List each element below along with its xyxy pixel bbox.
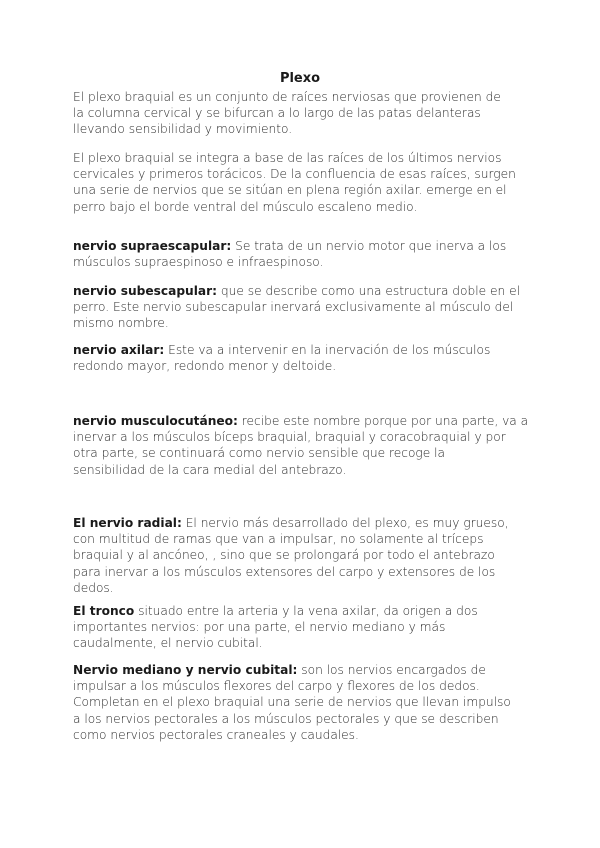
page-title: Plexo xyxy=(279,71,321,86)
term-label: nervio axilar: xyxy=(73,343,165,357)
text-line: importantes nervios: por una parte, el nervio mediano y más xyxy=(73,620,446,635)
text-line xyxy=(73,413,533,429)
text-line: como nervios pectorales craneales y caudales. xyxy=(73,727,359,742)
text-line xyxy=(73,283,533,299)
text-line: inervar a los músculos bíceps braquial, braquial y coracobraquial y por xyxy=(73,430,506,445)
text-line: a los nervios pectorales a los músculos pectorales y que se describen xyxy=(73,711,499,726)
text-line: braquial y al ancóneo, , sino que se prolongará por todo el antebrazo xyxy=(73,548,495,563)
text-line: perro bajo el borde ventral del músculo escaleno medio. xyxy=(73,199,418,214)
text-line: El plexo braquial es un conjunto de raíces nerviosas que provienen de xyxy=(73,90,501,104)
text-line: redondo mayor, redondo menor y deltoide. xyxy=(73,359,337,374)
text-line: Completan en el plexo braquial una serie de nervios que llevan impulso xyxy=(73,695,511,710)
text-line: una serie de nervios que se sitúan en plena región axilar. emerge en el xyxy=(73,183,507,198)
term-label: nervio musculocutáneo: xyxy=(73,414,238,428)
term-description: que se describe como una estructura doble en el xyxy=(217,284,520,298)
text-line: otra parte, se continuará como nervio sensible que recoge la xyxy=(73,446,445,461)
tronco-paragraph xyxy=(73,603,533,652)
intro-paragraph xyxy=(73,89,533,138)
musculocutaneo-paragraph xyxy=(73,413,533,478)
text-line xyxy=(73,515,533,531)
text-line xyxy=(73,342,533,358)
mediano-cubital-paragraph xyxy=(73,662,533,743)
axilar-paragraph xyxy=(73,342,533,374)
text-line: cervicales y primeros torácicos. De la confluencia de esas raíces, surgen xyxy=(73,167,516,182)
term-label: El tronco xyxy=(73,604,135,618)
text-line: dedos. xyxy=(73,580,114,595)
term-label: nervio subescapular: xyxy=(73,284,218,298)
term-description: recibe este nombre porque por una parte, va a xyxy=(237,414,529,428)
text-line: caudalmente, el nervio cubital. xyxy=(73,636,263,651)
radial-paragraph xyxy=(73,515,533,596)
term-label: Nervio mediano y nervio cubital: xyxy=(73,663,298,677)
text-line xyxy=(73,238,533,254)
text-line: músculos supraespinoso e infraespinoso. xyxy=(73,255,324,270)
text-line: con multitud de ramas que van a impulsar, no solamente al tríceps xyxy=(73,532,484,547)
term-description: Este va a intervenir en la inervación de los músculos xyxy=(164,343,491,357)
term-description: El nervio más desarrollado del plexo, es muy grueso, xyxy=(181,516,509,530)
text-line: perro. Este nervio subescapular inervará exclusivamente al músculo del xyxy=(73,300,514,315)
integration-paragraph xyxy=(73,150,533,215)
text-line xyxy=(73,603,533,619)
term-label: El nervio radial: xyxy=(73,516,182,530)
term-label: nervio supraescapular: xyxy=(73,239,232,253)
text-line: mismo nombre. xyxy=(73,316,169,331)
term-description: son los nervios encargados de xyxy=(297,663,486,677)
text-line: llevando sensibilidad y movimiento. xyxy=(73,122,293,137)
text-line: sensibilidad de la cara medial del antebrazo. xyxy=(73,462,347,477)
text-line xyxy=(73,662,533,678)
subescapular-paragraph xyxy=(73,283,533,332)
text-line: El plexo braquial se integra a base de las raíces de los últimos nervios xyxy=(73,151,502,165)
supraescapular-paragraph xyxy=(73,238,533,270)
text-line: la columna cervical y se bifurcan a lo largo de las patas delanteras xyxy=(73,106,481,121)
text-line: para inervar a los músculos extensores del carpo y extensores de los xyxy=(73,564,496,579)
term-description: situado entre la arteria y la vena axilar, da origen a dos xyxy=(134,604,478,618)
text-line: impulsar a los músculos flexores del carpo y flexores de los dedos. xyxy=(73,679,480,694)
term-description: Se trata de un nervio motor que inerva a los xyxy=(231,239,507,253)
